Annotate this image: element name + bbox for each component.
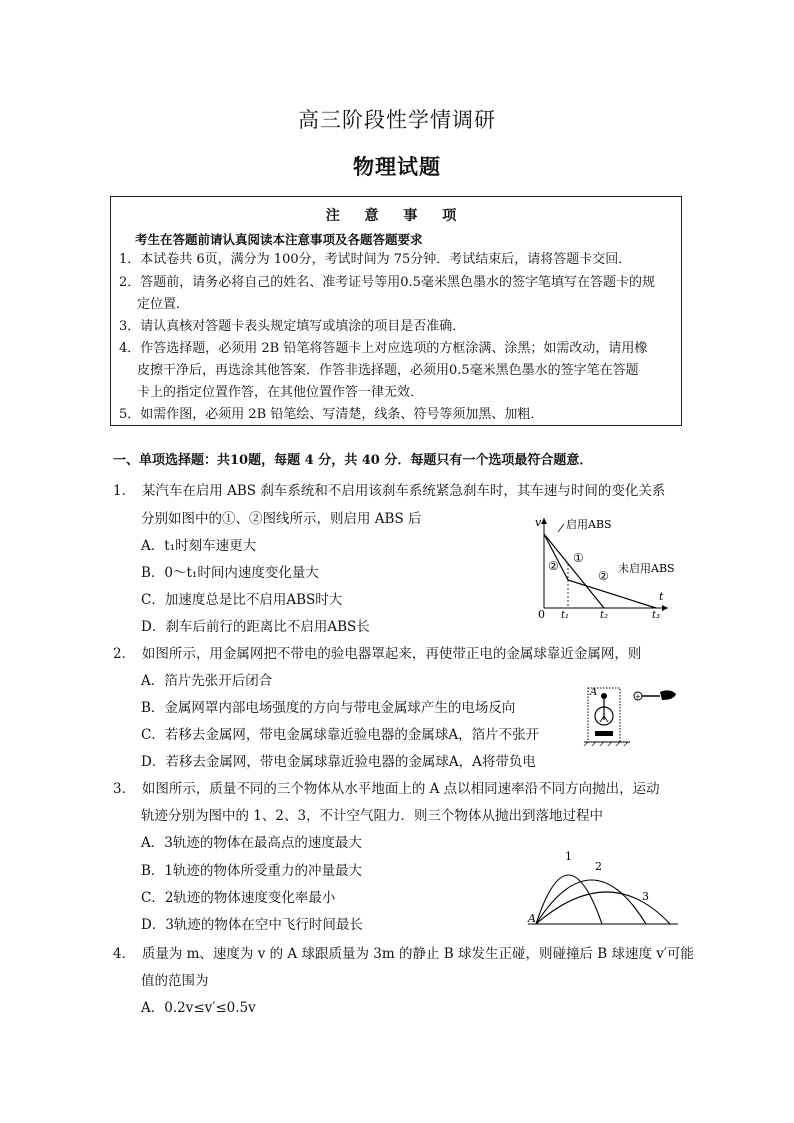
notice-item: 皮擦干净后，再选涂其他答案．作答非选择题，必须用0.5毫米黑色墨水的签字笔在答题 xyxy=(137,363,639,378)
notice-item: 3．请认真核对答题卡表头规定填写或填涂的项目是否准确． xyxy=(119,319,466,334)
section-heading: 一、单项选择题：共10题，每题 4 分，共 40 分．每题只有一个选项最符合题意． xyxy=(113,453,593,468)
t-axis-arrow xyxy=(662,605,668,611)
question-1-option-a: A．t₁时刻车速更大 xyxy=(141,538,257,554)
curve-mark-1: ① xyxy=(573,551,584,565)
question-2-option-c: C．若移去金属网，带电金属球靠近验电器的金属球A，箔片不张开 xyxy=(141,727,540,743)
question-4-stem: 值的范围为 xyxy=(141,973,209,989)
notice-item: 4．作答选择题，必须用 2B 铅笔将答题卡上对应选项的方框涂满、涂黑；如需改动，请用橡 xyxy=(119,341,648,356)
trajectory-1-label: 1 xyxy=(565,850,572,863)
abs-velocity-graph xyxy=(528,512,678,620)
tick-t1: t₁ xyxy=(561,610,570,620)
origin-label: 0 xyxy=(538,608,545,620)
question-3-option-c: C．2轨迹的物体速度变化率最小 xyxy=(141,890,336,906)
tick-t3: t₃ xyxy=(652,610,661,620)
notice-item: 2．答题前，请务必将自己的姓名、准考证号等用0.5毫米黑色墨水的签字笔填写在答题卡的规 xyxy=(119,275,655,290)
curve-mark-2b: ② xyxy=(598,569,609,583)
question-2-option-a: A．箔片先张开后闭合 xyxy=(141,673,273,689)
metal-ball-a xyxy=(601,693,607,699)
question-2-stem: 2． 如图所示，用金属网把不带电的验电器罩起来，再使带正电的金属球靠近金属网，则 xyxy=(113,646,642,662)
question-1-option-b: B．0～t₁时间内速度变化量大 xyxy=(141,565,319,581)
label-no-abs: 未启用ABS xyxy=(618,562,675,575)
projectile-trajectories-figure xyxy=(524,846,682,930)
question-1-option-d: D．刹车后前行的距离比不启用ABS长 xyxy=(141,619,370,635)
tick-t2: t₂ xyxy=(600,610,609,620)
question-1-stem: 1． 某汽车在启用 ABS 刹车系统和不启用该刹车系统紧急刹车时，其车速与时间的变化关系 xyxy=(113,483,666,499)
point-a-label: A xyxy=(528,912,536,925)
v-axis-label: v xyxy=(535,516,542,529)
hand-icon xyxy=(660,690,676,700)
v-axis-arrow xyxy=(541,518,547,524)
curve-mark-2: ② xyxy=(548,559,559,573)
label-leader xyxy=(558,524,564,532)
question-3-stem: 3． 如图所示，质量不同的三个物体从水平地面上的 A 点以相同速率沿不同方向抛出，运动 xyxy=(113,781,660,797)
question-3-option-d: D．3轨迹的物体在空中飞行时间最长 xyxy=(141,917,363,933)
notice-subtitle: 考生在答题前请认真阅读本注意事项及各题答题要求 xyxy=(135,232,423,247)
question-2-option-d: D．若移去金属网，带电金属球靠近验电器的金属球A，A将带负电 xyxy=(141,754,536,770)
question-3-stem: 轨迹分别为图中的 1、2、3，不计空气阻力．则三个物体从抛出到落地过程中 xyxy=(141,808,604,824)
notice-item: 5．如需作图，必须用 2B 铅笔绘、写清楚，线条、符号等须加黑、加粗． xyxy=(119,407,544,422)
question-4-option-a: A．0.2v≤v′≤0.5v xyxy=(141,1000,256,1016)
trajectory-2-label: 2 xyxy=(595,860,602,873)
notice-item: 卡上的指定位置作答，在其他位置作答一律无效． xyxy=(137,385,424,400)
notice-item: 定位置． xyxy=(137,297,190,312)
question-1-stem: 分别如图中的①、②图线所示，则启用 ABS 后 xyxy=(141,511,422,527)
t-axis-label: t xyxy=(659,590,664,603)
label-a: A xyxy=(590,687,598,698)
label-abs: 启用ABS xyxy=(566,518,612,531)
trajectory-3-label: 3 xyxy=(642,890,649,903)
trajectory-3 xyxy=(536,892,670,924)
electroscope-figure xyxy=(582,684,682,746)
question-2-option-b: B．金属网罩内部电场强度的方向与带电金属球产生的电场反向 xyxy=(141,700,516,716)
question-3-option-b: B．1轨迹的物体所受重力的冲量最大 xyxy=(141,863,363,879)
subject-title: 物理试题 xyxy=(353,154,441,179)
notice-box xyxy=(110,196,682,426)
svg-text:+: + xyxy=(635,693,641,701)
exam-title: 高三阶段性学情调研 xyxy=(298,108,496,132)
notice-title: 注 意 事 项 xyxy=(325,208,467,224)
notice-item: 1．本试卷共 6页，满分为 100分，考试时间为 75分钟．考试结束后，请将答题卡交回． xyxy=(119,252,632,267)
question-3-option-a: A．3轨迹的物体在最高点的速度最大 xyxy=(141,835,362,851)
electroscope-base xyxy=(595,731,613,736)
question-1-option-c: C．加速度总是比不启用ABS时大 xyxy=(141,592,343,608)
question-4-stem: 4． 质量为 m、速度为 v 的 A 球跟质量为 3m 的静止 B 球发生正碰，则碰撞后 B 球速度 v′可能 xyxy=(113,946,694,962)
